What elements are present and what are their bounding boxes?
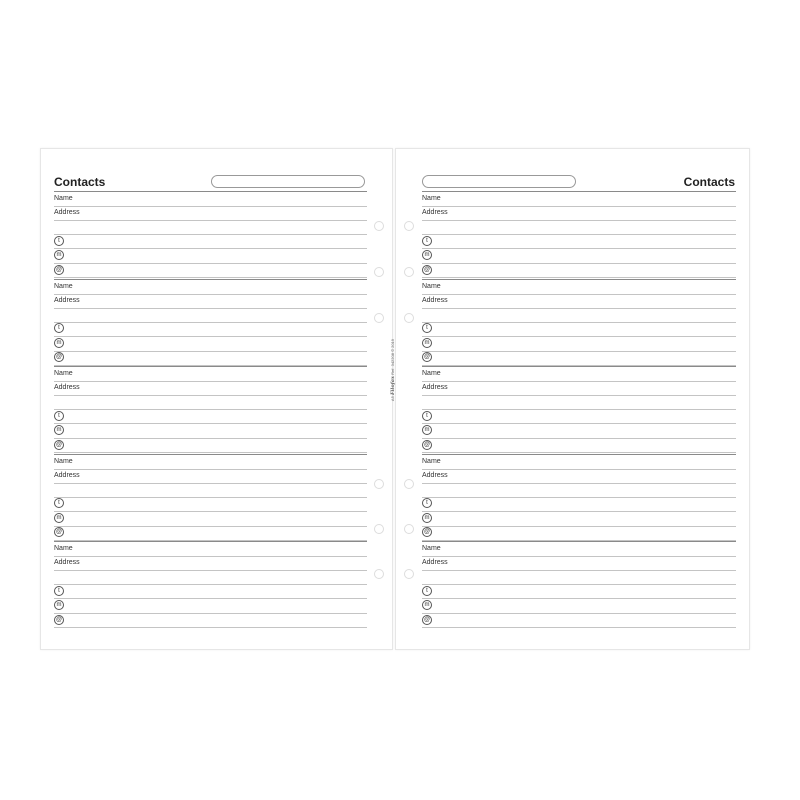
phone-line	[422, 423, 736, 424]
address-line	[54, 322, 367, 323]
address-line	[422, 497, 736, 498]
phone-line	[54, 248, 367, 249]
name-label: Name	[422, 282, 441, 290]
mobile-icon: m	[422, 600, 432, 610]
address-line	[54, 234, 367, 235]
mobile-line	[422, 351, 736, 352]
email-icon: @	[55, 441, 63, 448]
name-label: Name	[422, 370, 441, 377]
binder-hole	[404, 479, 414, 489]
address-line	[422, 308, 736, 309]
mobile-icon: m	[54, 338, 64, 348]
address-line	[422, 234, 736, 235]
entry-separator	[422, 541, 736, 542]
phone-icon: t	[422, 236, 432, 246]
name-label: Name	[54, 545, 73, 552]
phone-line	[54, 511, 367, 512]
address-line	[422, 395, 736, 396]
address-label: Address	[422, 559, 448, 566]
entry-separator	[422, 279, 736, 280]
imprint-text	[390, 330, 396, 410]
address-line	[54, 220, 367, 221]
name-line	[54, 556, 367, 557]
imprint-ref: Ref. 342208	[390, 353, 395, 375]
mobile-icon: m	[422, 513, 432, 523]
name-label: Name	[54, 282, 73, 290]
mobile-line	[54, 438, 367, 439]
phone-icon: t	[54, 586, 64, 596]
phone-icon: t	[54, 323, 64, 333]
address-line	[422, 322, 736, 323]
phone-line	[422, 598, 736, 599]
address-line	[422, 483, 736, 484]
page-title: Contacts	[54, 175, 106, 189]
address-label: Address	[54, 559, 80, 566]
name-line	[422, 206, 736, 207]
address-line	[422, 584, 736, 585]
address-label: Address	[422, 296, 448, 304]
phone-icon: t	[54, 498, 64, 508]
binder-hole	[404, 524, 414, 534]
mobile-line	[422, 613, 736, 614]
email-line	[54, 627, 367, 628]
address-label: Address	[422, 384, 448, 391]
email-icon: @	[55, 266, 63, 273]
binder-hole	[374, 267, 384, 277]
page-label-box	[211, 175, 365, 188]
phone-icon: t	[54, 411, 64, 421]
name-line	[422, 294, 736, 295]
email-icon: @	[423, 354, 431, 360]
name-label: Name	[422, 545, 441, 552]
phone-icon: t	[422, 323, 432, 333]
mobile-icon: m	[54, 600, 64, 610]
binder-hole	[404, 313, 414, 323]
phone-line	[422, 511, 736, 512]
entry-separator	[54, 366, 367, 367]
name-label: Name	[54, 195, 73, 202]
address-line	[54, 395, 367, 396]
entry-separator	[54, 191, 367, 192]
name-label: Name	[54, 370, 73, 377]
binder-hole	[374, 479, 384, 489]
address-line	[54, 308, 367, 309]
mobile-icon: m	[422, 425, 432, 435]
phone-icon: t	[54, 236, 64, 246]
phone-line	[54, 336, 367, 337]
address-line	[422, 409, 736, 410]
address-line	[54, 570, 367, 571]
entry-separator	[422, 366, 736, 367]
name-label: Name	[422, 195, 441, 202]
mobile-icon: m	[54, 425, 64, 435]
email-icon: @	[55, 616, 63, 623]
binder-hole	[404, 267, 414, 277]
entry-separator	[54, 279, 367, 280]
mobile-line	[54, 351, 367, 352]
entry-separator	[422, 454, 736, 455]
address-line	[422, 570, 736, 571]
mobile-icon: m	[54, 513, 64, 523]
planner-spread	[40, 148, 750, 650]
mobile-line	[54, 263, 367, 264]
mobile-icon: m	[422, 338, 432, 348]
name-line	[422, 556, 736, 557]
name-line	[54, 381, 367, 382]
name-line	[422, 381, 736, 382]
mobile-icon: m	[54, 250, 64, 260]
mobile-icon: m	[422, 250, 432, 260]
binder-hole	[374, 221, 384, 231]
email-icon: @	[423, 616, 431, 623]
name-line	[422, 469, 736, 470]
phone-icon: t	[422, 586, 432, 596]
address-label: Address	[54, 296, 80, 304]
imprint-size: A5	[390, 396, 395, 402]
address-label: Address	[54, 471, 80, 479]
page-title: Contacts	[683, 175, 735, 189]
address-line	[54, 584, 367, 585]
binder-hole	[374, 313, 384, 323]
address-line	[54, 497, 367, 498]
phone-line	[422, 248, 736, 249]
mobile-line	[54, 526, 367, 527]
phone-icon: t	[422, 411, 432, 421]
right-page	[395, 148, 750, 650]
mobile-line	[422, 438, 736, 439]
address-label: Address	[54, 209, 80, 216]
email-icon: @	[423, 266, 431, 273]
email-icon: @	[423, 441, 431, 448]
address-label: Address	[422, 209, 448, 216]
mobile-line	[422, 263, 736, 264]
email-icon: @	[55, 354, 63, 360]
address-label: Address	[54, 384, 80, 391]
imprint-copyright: © 2019	[390, 338, 395, 352]
mobile-line	[422, 526, 736, 527]
binder-hole	[374, 569, 384, 579]
page-label-box	[422, 175, 576, 188]
entry-separator	[54, 454, 367, 455]
address-line	[54, 483, 367, 484]
email-icon: @	[55, 529, 63, 535]
left-page	[40, 148, 393, 650]
email-line	[422, 627, 736, 628]
name-label: Name	[54, 457, 73, 465]
name-line	[54, 294, 367, 295]
phone-line	[422, 336, 736, 337]
binder-hole	[404, 569, 414, 579]
email-icon: @	[423, 529, 431, 535]
address-label: Address	[422, 471, 448, 479]
address-line	[54, 409, 367, 410]
name-line	[54, 469, 367, 470]
phone-line	[54, 598, 367, 599]
entry-separator	[422, 191, 736, 192]
name-label: Name	[422, 457, 441, 465]
binder-hole	[404, 221, 414, 231]
phone-icon: t	[422, 498, 432, 508]
brand-logo: Filofax	[390, 375, 396, 396]
name-line	[54, 206, 367, 207]
address-line	[422, 220, 736, 221]
mobile-line	[54, 613, 367, 614]
binder-hole	[374, 524, 384, 534]
phone-line	[54, 423, 367, 424]
entry-separator	[54, 541, 367, 542]
